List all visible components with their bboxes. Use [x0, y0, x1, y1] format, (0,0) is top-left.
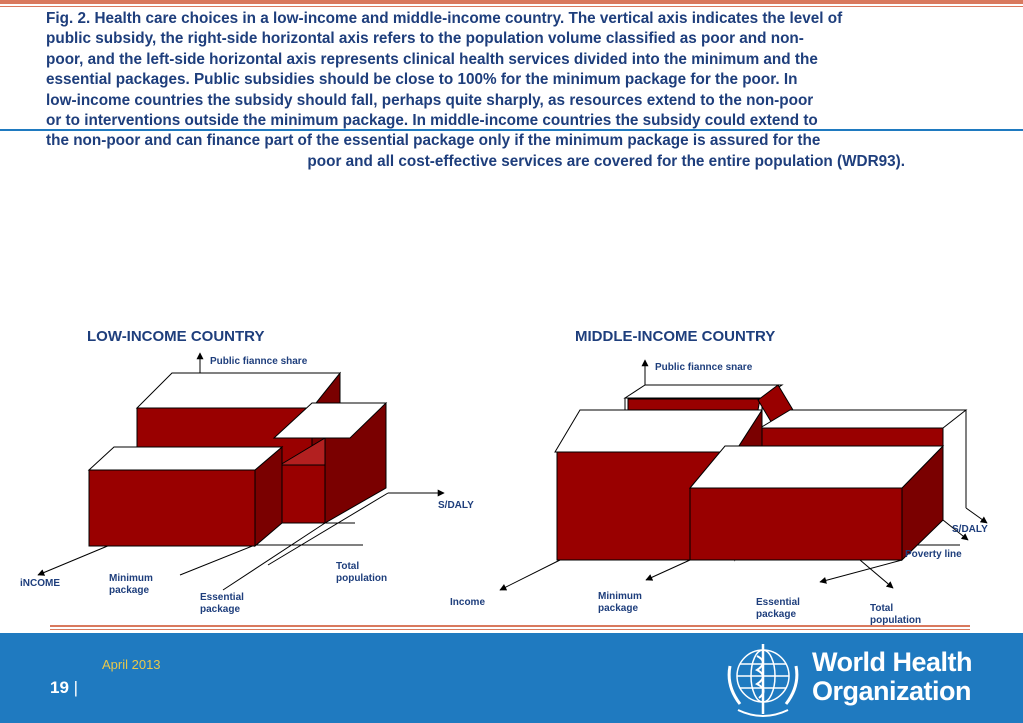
low-income-title: LOW-INCOME COUNTRY — [87, 328, 265, 345]
low-guide-line — [180, 545, 255, 575]
middle-income-title: MIDDLE-INCOME COUNTRY — [575, 328, 776, 345]
footer-date: April 2013 — [102, 657, 161, 672]
who-wordmark — [812, 648, 972, 706]
mid-back-red-strip — [628, 399, 760, 410]
low-income-diagram — [38, 353, 444, 590]
mid-minimum-label: Minimum package — [598, 591, 642, 614]
low-left-axis-label: iNCOME — [20, 578, 60, 589]
page-separator: | — [73, 678, 79, 697]
mid-guide-line — [966, 508, 987, 523]
low-total-label: Total population — [336, 561, 388, 584]
bottom-stripes — [50, 625, 970, 630]
mid-guide-line — [646, 560, 690, 580]
caption-line: low-income countries the subsidy should fall, perhaps quite sharply, as resources extend to the non-poor — [46, 91, 814, 109]
low-back-box-top — [137, 373, 340, 408]
low-minimum-label: Minimum package — [109, 573, 153, 596]
low-essential-label: Essential package — [200, 592, 244, 615]
caption-line: the non-poor and can finance part of the essential package only if the minimum package is assured for the — [46, 132, 821, 150]
mid-back-platform — [625, 385, 782, 398]
caption-line: Fig. 2. Health care choices in a low-income and middle-income country. The vertical axis indicates the level of — [46, 10, 843, 27]
caption-line: poor and all cost-effective services are covered for the entire population (WDR93). — [307, 152, 905, 170]
mid-left-axis-label: Income — [450, 597, 486, 608]
low-right-axis-label: S/DALY — [438, 500, 474, 511]
low-front-box-front — [89, 470, 255, 546]
caption-line: public subsidy, the right-side horizontal axis refers to the population volume classified as poor and non- — [46, 30, 804, 48]
mid-left-axis — [500, 560, 560, 590]
mid-guide-line — [820, 560, 902, 582]
caption-line: poor, and the left-side horizontal axis represents clinical health services divided into the minimum and the — [46, 50, 818, 68]
mid-right-axis-label: S/DALY — [952, 524, 988, 535]
mid-poverty-label: Poverty line — [905, 549, 962, 560]
mid-essential-label: Essential package — [756, 597, 800, 620]
low-vertical-axis-label: Public fiannce share — [210, 356, 308, 367]
mid-total-label: Total population — [870, 603, 922, 626]
low-front-box-top — [89, 447, 282, 470]
page-number — [50, 678, 78, 698]
who-emblem-icon — [720, 636, 806, 722]
low-left-axis — [38, 545, 110, 575]
mid-right-front — [760, 428, 943, 446]
page-number-value: 19 — [50, 678, 69, 697]
caption-line: or to interventions outside the minimum package. In middle-income countries the subsidy could extend to — [46, 112, 818, 130]
mid-vertical-axis-label: Public fiannce snare — [655, 362, 753, 373]
caption-line: essential packages. Public subsidies should be close to 100% for the minimum package for the poor. In — [46, 71, 798, 89]
mid-right-top — [760, 410, 966, 428]
mid-front-box-top — [690, 446, 943, 488]
who-wordmark-line2: Organization — [812, 676, 972, 706]
low-right-box-front — [280, 465, 325, 523]
mid-front-box-front — [690, 488, 902, 560]
who-wordmark-line1: World Health — [812, 647, 973, 677]
